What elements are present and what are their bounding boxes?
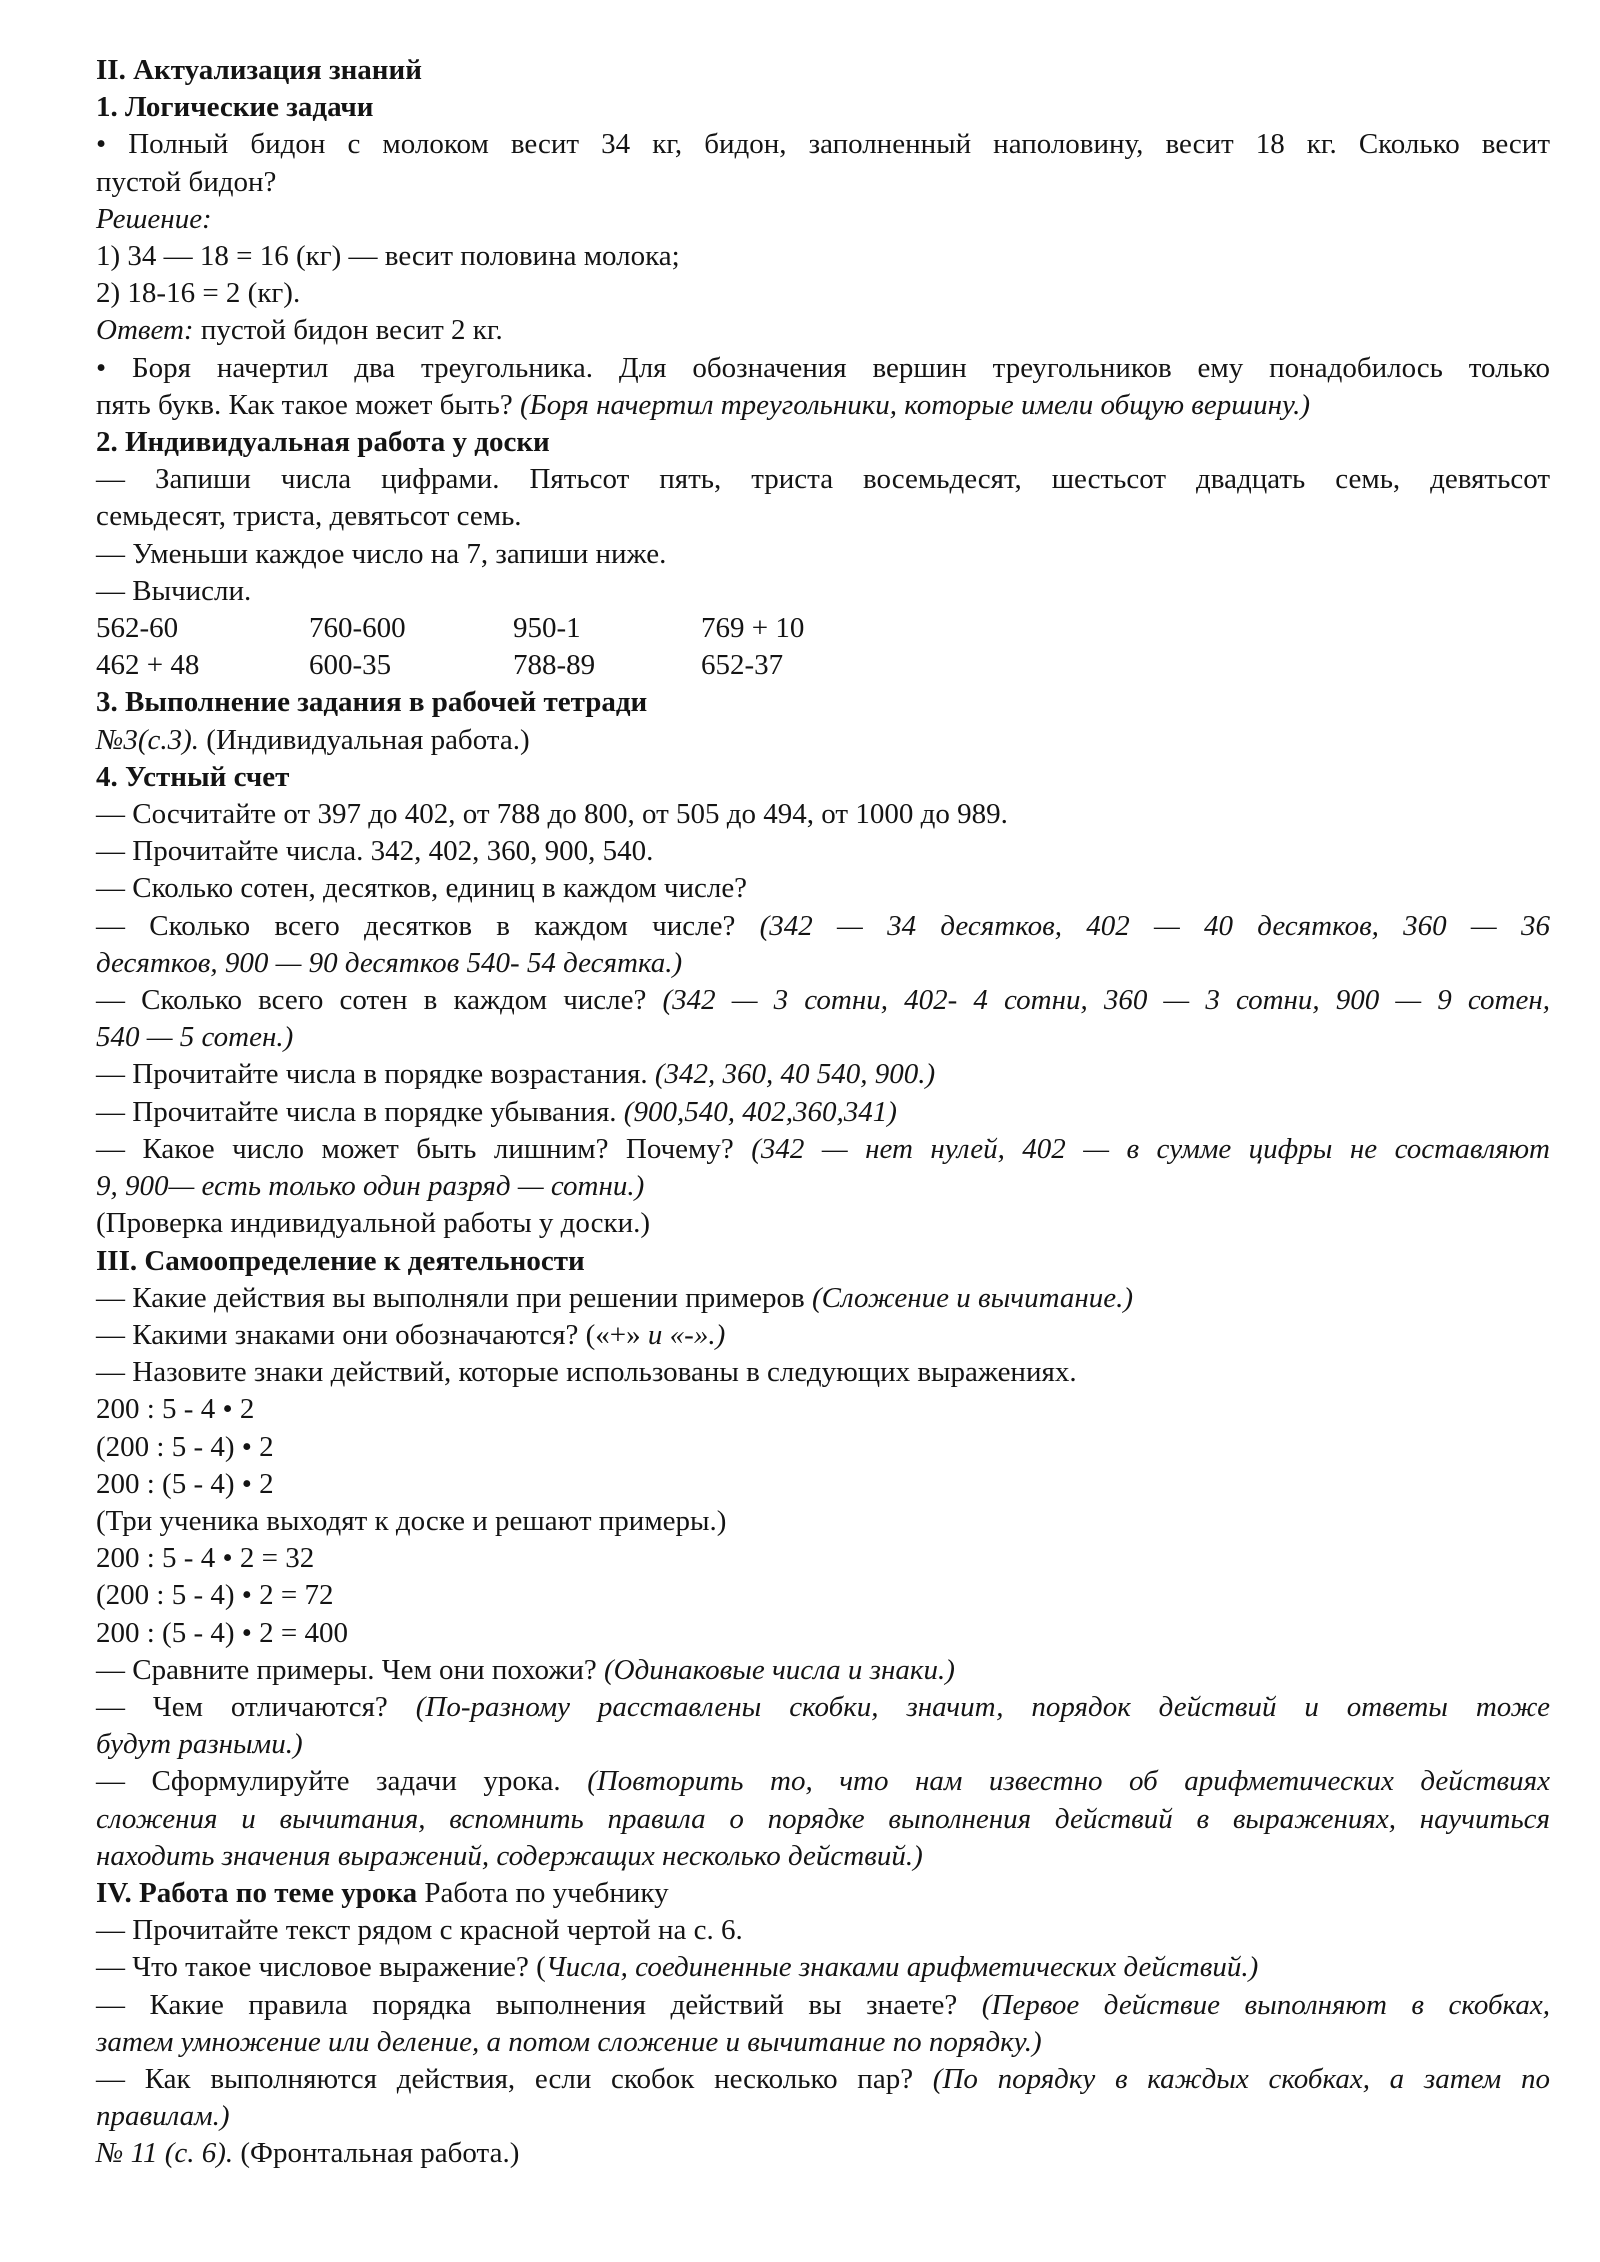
paragraph-line: семьдесят, триста, девятьсот семь. bbox=[96, 500, 522, 533]
paragraph-line: — Сколько сотен, десятков, единиц в каждом числе? bbox=[96, 872, 748, 905]
text-run: — Чем отличаются? bbox=[96, 1690, 416, 1723]
answer-line bbox=[96, 312, 1550, 349]
paragraph-line bbox=[96, 1949, 1550, 1986]
paragraph-line bbox=[96, 1317, 1550, 1354]
paragraph-line: • Боря начертил два треугольника. Для обозначения вершин треугольников ему понадобилось только bbox=[96, 351, 1550, 384]
task-ref: № 11 (с. 6). bbox=[96, 2137, 234, 2170]
paragraph-line: — Прочитайте числа. 342, 402, 360, 900, 540. bbox=[96, 835, 654, 868]
expression: (200 : 5 - 4) • 2 bbox=[96, 1430, 274, 1463]
paragraph-line: — Прочитайте текст рядом с красной чертой на с. 6. bbox=[96, 1914, 743, 1947]
answer-italic: (Одинаковые числа и знаки.) bbox=[604, 1653, 955, 1686]
paragraph-line bbox=[96, 1987, 1550, 2024]
answer-italic: 9, 900— есть только один разряд — сотни.) bbox=[96, 1170, 645, 1203]
expression-result: 200 : 5 - 4 • 2 = 32 bbox=[96, 1542, 315, 1575]
solution-step: 1) 34 — 18 = 16 (кг) — весит половина молока; bbox=[96, 240, 680, 273]
answer-italic: правилам.) bbox=[96, 2100, 230, 2133]
paragraph-line: — Уменьши каждое число на 7, запиши ниже. bbox=[96, 537, 667, 570]
solution-step: 2) 18-16 = 2 (кг). bbox=[96, 277, 301, 310]
text-run: (Фронтальная работа.) bbox=[233, 2137, 520, 2170]
section-heading-2: II. Актуализация знаний bbox=[96, 54, 422, 86]
answer-label: Ответ: bbox=[96, 314, 194, 347]
answer-italic: (342 — 34 десятков, 402 — 40 десятков, 360 — 36 bbox=[759, 909, 1550, 942]
paragraph-line bbox=[96, 1280, 1550, 1317]
answer-italic: (Повторить то, что нам известно об арифметических действиях bbox=[587, 1765, 1550, 1798]
text-run: — Прочитайте числа в порядке убывания. bbox=[96, 1095, 624, 1128]
paragraph-line bbox=[96, 387, 1550, 424]
answer-italic: и «-».) bbox=[647, 1318, 726, 1351]
section-heading-3: III. Самоопределение к деятельности bbox=[96, 1244, 585, 1277]
paragraph-line: — Назовите знаки действий, которые использованы в следующих выражениях. bbox=[96, 1356, 1077, 1389]
calc-item: 600-35 bbox=[309, 649, 392, 682]
text-run: — Что такое числовое выражение? ( bbox=[96, 1951, 546, 1984]
answer-italic: (342 — нет нулей, 402 — в сумме цифры не составляют bbox=[751, 1132, 1550, 1165]
answer-italic: Числа, соединенные знаками арифметических действий.) bbox=[545, 1951, 1259, 1984]
answer-italic: (900,540, 402,360,341) bbox=[623, 1095, 897, 1128]
answer-italic: (342, 360, 40 540, 900.) bbox=[654, 1058, 936, 1091]
text-run: — Сравните примеры. Чем они похожи? bbox=[96, 1653, 604, 1686]
answer-italic: (Боря начертил треугольники, которые имели общую вершину.) bbox=[519, 388, 1310, 421]
paragraph-line: (Три ученика выходят к доске и решают примеры.) bbox=[96, 1504, 727, 1537]
calc-item: 562-60 bbox=[96, 612, 179, 645]
expression: 200 : 5 - 4 • 2 bbox=[96, 1393, 255, 1426]
section-heading-4-line bbox=[96, 1875, 1550, 1912]
answer-italic: десятков, 900 — 90 десятков 540- 54 десятка.) bbox=[96, 946, 683, 979]
expression-result: 200 : (5 - 4) • 2 = 400 bbox=[96, 1616, 349, 1649]
answer-italic: (342 — 3 сотни, 402- 4 сотни, 360 — 3 сотни, 900 — 9 сотен, bbox=[662, 984, 1550, 1017]
solution-label: Решение: bbox=[96, 202, 212, 235]
calc-row-2 bbox=[96, 647, 1550, 684]
expression-result: (200 : 5 - 4) • 2 = 72 bbox=[96, 1579, 334, 1612]
subheading-logic-tasks: 1. Логические задачи bbox=[96, 91, 374, 124]
answer-italic: (Сложение и вычитание.) bbox=[812, 1281, 1134, 1314]
answer-italic: 540 — 5 сотен.) bbox=[96, 1021, 294, 1054]
paragraph-line bbox=[96, 1056, 1550, 1093]
subheading-board-work: 2. Индивидуальная работа у доски bbox=[96, 426, 550, 459]
paragraph-line bbox=[96, 982, 1550, 1019]
text-run: (Индивидуальная работа.) bbox=[199, 723, 530, 756]
answer-text: пустой бидон весит 2 кг. bbox=[193, 314, 503, 347]
text-run: — Сформулируйте задачи урока. bbox=[96, 1765, 588, 1798]
answer-italic: (По порядку в каждых скобках, а затем по bbox=[932, 2062, 1550, 2095]
text-run: — Какие правила порядка выполнения действий вы знаете? bbox=[96, 1988, 982, 2021]
text-run: — Прочитайте числа в порядке возрастания. bbox=[96, 1058, 655, 1091]
paragraph-line bbox=[96, 1131, 1550, 1168]
text-run: пять букв. Как такое может быть? bbox=[96, 388, 520, 421]
paragraph-line: (Проверка индивидуальной работы у доски.) bbox=[96, 1207, 651, 1240]
text-run: Работа по учебнику bbox=[417, 1876, 669, 1909]
calc-row-1 bbox=[96, 610, 1550, 647]
paragraph-line bbox=[96, 2061, 1550, 2098]
paragraph-line bbox=[96, 908, 1550, 945]
subheading-workbook: 3. Выполнение задания в рабочей тетради bbox=[96, 686, 648, 719]
calc-item: 462 + 48 bbox=[96, 649, 200, 682]
text-run: — Сколько всего десятков в каждом числе? bbox=[96, 909, 760, 942]
text-run: — Какими знаками они обозначаются? («+» bbox=[96, 1318, 648, 1351]
paragraph-line bbox=[96, 722, 1550, 759]
answer-italic: сложения и вычитания, вспомнить правила о порядке выполнения действий в выражениях, научиться bbox=[96, 1802, 1550, 1835]
calc-item: 950-1 bbox=[513, 612, 581, 645]
paragraph-line: — Вычисли. bbox=[96, 574, 252, 607]
paragraph-line: • Полный бидон с молоком весит 34 кг, бидон, заполненный наполовину, весит 18 кг. Сколько весит bbox=[96, 128, 1550, 161]
answer-italic: находить значения выражений, содержащих несколько действий.) bbox=[96, 1839, 923, 1872]
paragraph-line: пустой бидон? bbox=[96, 165, 277, 198]
text-run: — Какие действия вы выполняли при решении примеров bbox=[96, 1281, 812, 1314]
paragraph-line bbox=[96, 1094, 1550, 1131]
paragraph-line bbox=[96, 1652, 1550, 1689]
answer-italic: затем умножение или деление, а потом сложение и вычитание по порядку.) bbox=[96, 2025, 1042, 2058]
paragraph-line bbox=[96, 1689, 1550, 1726]
paragraph-line bbox=[96, 2135, 1550, 2172]
answer-italic: (По-разному расставлены скобки, значит, порядок действий и ответы тоже bbox=[415, 1690, 1551, 1723]
calc-item: 769 + 10 bbox=[701, 612, 805, 645]
subheading-oral-count: 4. Устный счет bbox=[96, 760, 290, 793]
paragraph-line bbox=[96, 1763, 1550, 1800]
paragraph-line: — Запиши числа цифрами. Пятьсот пять, триста восемьдесят, шестьсот двадцать семь, девятьсот bbox=[96, 463, 1550, 496]
answer-italic: (Первое действие выполняют в скобках, bbox=[981, 1988, 1550, 2021]
text-run: — Как выполняются действия, если скобок несколько пар? bbox=[96, 2062, 933, 2095]
text-run: — Сколько всего сотен в каждом числе? bbox=[96, 984, 663, 1017]
calc-item: 652-37 bbox=[701, 649, 784, 682]
task-ref: №3(с.3). bbox=[96, 723, 200, 756]
text-run: — Какое число может быть лишним? Почему? bbox=[96, 1132, 752, 1165]
paragraph-line: — Сосчитайте от 397 до 402, от 788 до 800, от 505 до 494, от 1000 до 989. bbox=[96, 798, 1008, 831]
answer-italic: будут разными.) bbox=[96, 1728, 303, 1761]
calc-item: 760-600 bbox=[309, 612, 406, 645]
section-heading-4: IV. Работа по теме урока bbox=[96, 1876, 418, 1909]
calc-item: 788-89 bbox=[513, 649, 596, 682]
expression: 200 : (5 - 4) • 2 bbox=[96, 1467, 274, 1500]
